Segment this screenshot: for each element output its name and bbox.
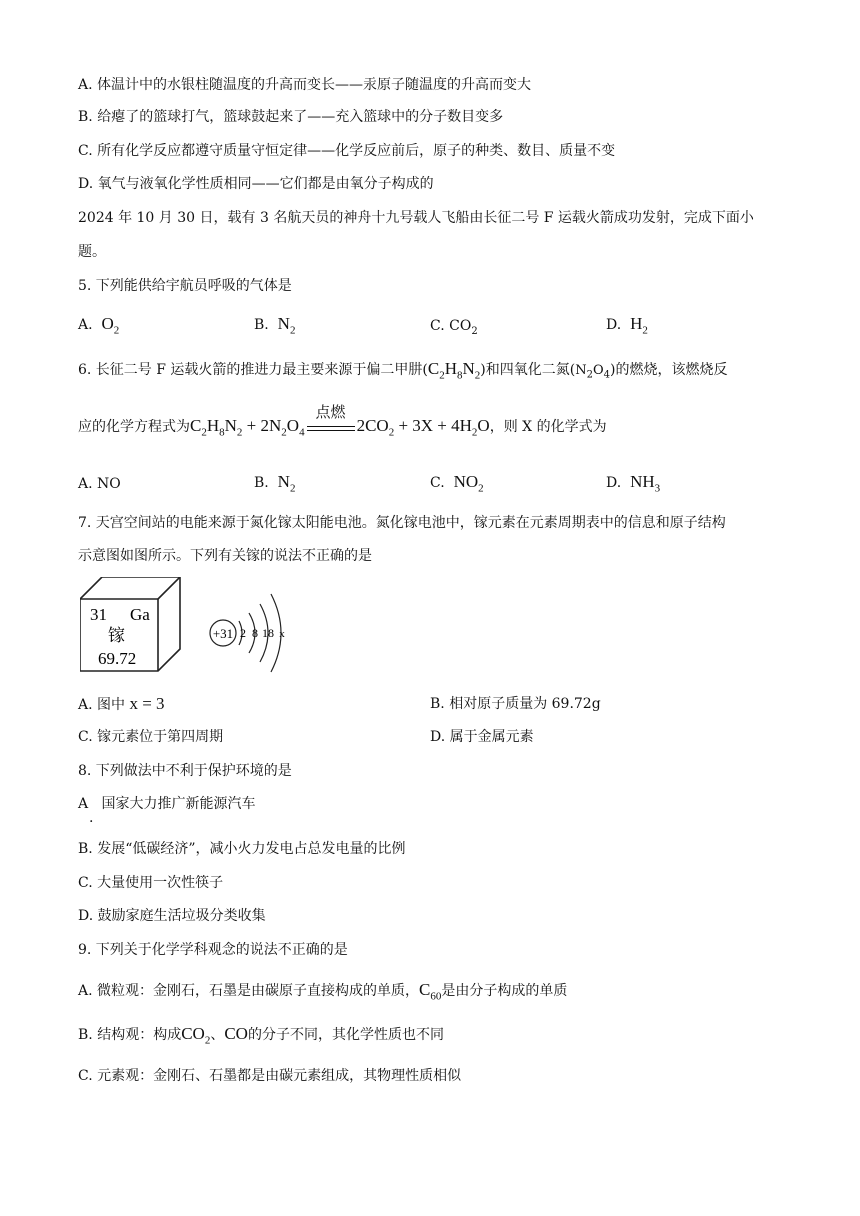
- shell-electrons-4: x: [279, 628, 285, 640]
- q6-option-b: B. $N_2$: [254, 472, 296, 495]
- periodic-table-cell: [80, 577, 184, 673]
- q9-option-a: A. 微粒观：金刚石，石墨是由碳原子直接构成的单质，$C_{60}$是由分子构成的单质: [78, 980, 568, 1003]
- q8-option-d: D. 鼓励家庭生活垃圾分类收集: [78, 908, 266, 924]
- q4-option-d: D. 氧气与液氧化学性质相同——它们都是由氧分子构成的: [78, 176, 434, 192]
- q8-stem: 8. 下列做法中不利于保护环境的是: [78, 763, 292, 779]
- atomic-number: 31: [90, 605, 107, 624]
- q5-option-d: D. $H_2$: [606, 314, 648, 337]
- q4-option-a: A. 体温计中的水银柱随温度的升高而变长——汞原子随温度的升高而变大: [78, 77, 532, 93]
- reaction-condition: 点燃: [307, 424, 355, 431]
- intro-line-2: 题。: [78, 244, 106, 260]
- q4-option-c: C. 所有化学反应都遵守质量守恒定律——化学反应前后，原子的种类、数目、质量不变: [78, 143, 616, 159]
- q6-equation-line: 应的化学方程式为$C_2H_8N_2 + 2N_2O_4$ 点燃 $2CO_2 + 3X + 4H_2O$，则 X 的化学式为: [78, 402, 607, 439]
- q6-option-d: D. $NH_3$: [606, 472, 661, 495]
- shell-electrons-1: 2: [240, 626, 246, 640]
- q7-option-d: D. 属于金属元素: [430, 729, 534, 745]
- q9-option-b: B. 结构观：构成$CO_2$、CO的分子不同，其化学性质也不同: [78, 1024, 444, 1047]
- shell-electrons-3: 18: [262, 626, 274, 640]
- element-name: 镓: [108, 626, 125, 646]
- q5-stem: 5. 下列能供给宇航员呼吸的气体是: [78, 278, 292, 294]
- intro-line-1: 2024 年 10 月 30 日，载有 3 名航天员的神舟十九号载人飞船由长征二号 F 运载火箭成功发射，完成下面小: [78, 210, 754, 226]
- q5-option-c: C. $CO_2$: [430, 318, 478, 337]
- q7-stem-line-2: 示意图如图所示。下列有关镓的说法不正确的是: [78, 548, 372, 564]
- q8-option-a-dot: .: [89, 810, 94, 826]
- element-symbol: Ga: [130, 605, 150, 624]
- q7-option-a: A. 图中 x = 3: [78, 694, 165, 713]
- atomic-structure-diagram: [205, 588, 295, 678]
- q6-option-a: A. NO: [78, 476, 121, 492]
- q6-stem-line-1: 6. 长征二号 F 运载火箭的推进力最主要来源于偏二甲肼$(C_2H_8N_2)$和四氧化二氮$(N_2O_4)$的燃烧，该燃烧反: [78, 359, 728, 382]
- atomic-mass: 69.72: [98, 649, 137, 668]
- q7-option-b: B. 相对原子质量为 69.72g: [430, 696, 601, 712]
- chemical-equation: $C_2H_8N_2 + 2N_2O_4$: [190, 416, 305, 439]
- q9-stem: 9. 下列关于化学学科观念的说法不正确的是: [78, 942, 348, 958]
- q8-option-a: A 国家大力推广新能源汽车: [78, 796, 256, 812]
- q6-option-c: C. $NO_2$: [430, 472, 484, 495]
- q9-option-c: C. 元素观：金刚石、石墨都是由碳元素组成，其物理性质相似: [78, 1068, 462, 1084]
- nucleus-charge: +31: [212, 626, 234, 641]
- q5-option-a: A. $O_2$: [78, 314, 120, 337]
- q7-stem-line-1: 7. 天宫空间站的电能来源于氮化镓太阳能电池。氮化镓电池中，镓元素在元素周期表中的信息和原子结构: [78, 515, 726, 531]
- shell-electrons-2: 8: [252, 626, 258, 640]
- q8-option-c: C. 大量使用一次性筷子: [78, 875, 224, 891]
- q8-option-b: B. 发展“低碳经济”，减小火力发电占总发电量的比例: [78, 841, 406, 857]
- q7-option-c: C. 镓元素位于第四周期: [78, 729, 224, 745]
- q5-option-b: B. $N_2$: [254, 314, 296, 337]
- q4-option-b: B. 给瘪了的篮球打气，篮球鼓起来了——充入篮球中的分子数目变多: [78, 109, 504, 125]
